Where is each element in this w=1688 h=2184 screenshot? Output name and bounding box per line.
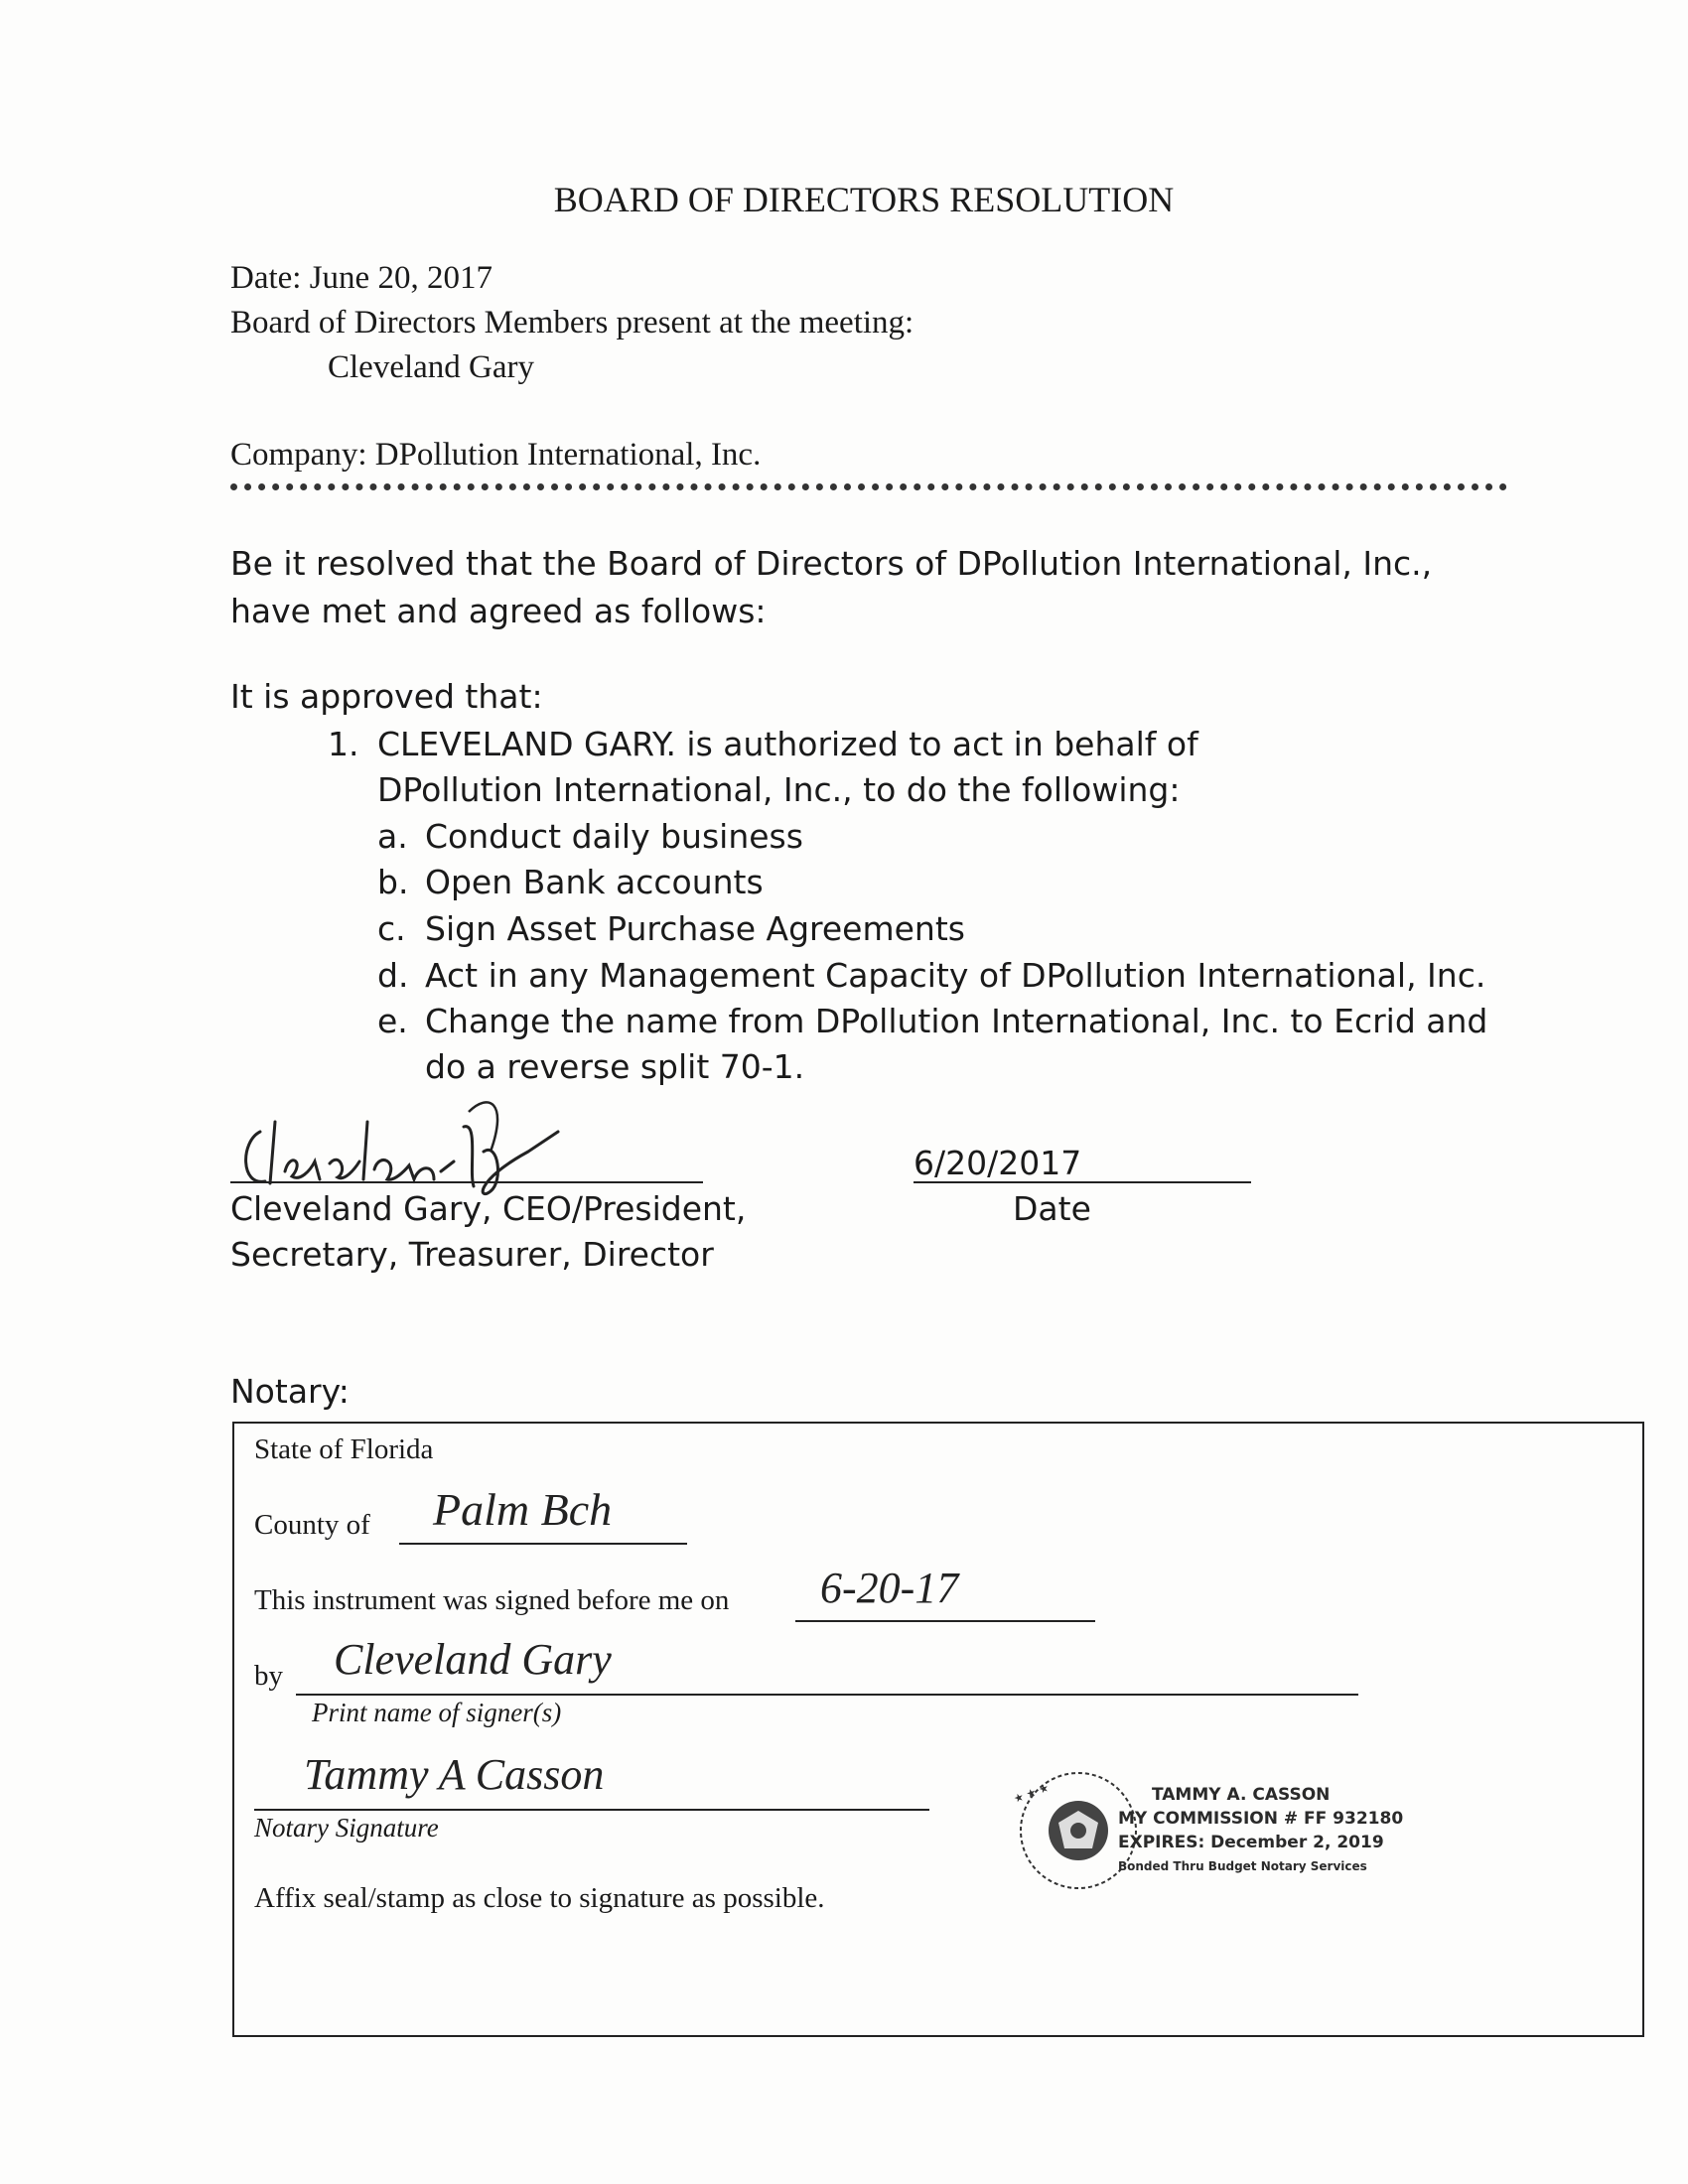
signer-name-value: Cleveland Gary [334, 1635, 612, 1684]
print-name-label: Print name of signer(s) [312, 1698, 562, 1727]
notary-signature-line [254, 1809, 929, 1811]
affix-seal-instruction: Affix seal/stamp as close to signature as possible. [254, 1882, 825, 1914]
county-line [399, 1543, 687, 1545]
county-label: County of [254, 1509, 370, 1541]
approved-label: It is approved that: [230, 677, 543, 716]
sub-item-letter: e. [377, 1002, 408, 1040]
signature-line [230, 1181, 703, 1183]
stamp-name: TAMMY A. CASSON [1152, 1785, 1331, 1805]
signature-date-label: Date [1013, 1189, 1091, 1228]
resolution-item-1 [328, 722, 1370, 813]
sub-item-letter: b. [377, 863, 409, 901]
date-line [914, 1181, 1251, 1183]
signed-before-label: This instrument was signed before me on [254, 1584, 730, 1616]
dotted-divider [230, 483, 1507, 490]
item-number: 1. [328, 725, 359, 763]
meeting-date: Date: June 20, 2017 [230, 260, 492, 296]
notary-signature-value: Tammy A Casson [304, 1750, 605, 1799]
item-text: CLEVELAND GARY. is authorized to act in behalf of DPollution International, Inc., to do the following: [377, 725, 1198, 809]
notary-signature-label: Notary Signature [254, 1813, 439, 1843]
svg-text:★ ★ ★: ★ ★ ★ [1012, 1781, 1051, 1806]
notary-stamp [1118, 1783, 1403, 1878]
signed-date-line [795, 1620, 1095, 1622]
document-title: BOARD OF DIRECTORS RESOLUTION [553, 180, 1175, 219]
sub-item-letter: c. [377, 909, 406, 948]
sub-item-e [377, 999, 1499, 1090]
sub-item-text: Change the name from DPollution International, Inc. to Ecrid and do a reverse split 70-1. [425, 1002, 1488, 1086]
sub-item-d [377, 953, 1499, 999]
sub-item-text: Open Bank accounts [425, 863, 764, 901]
sub-item-letter: a. [377, 817, 408, 856]
sub-item-b [377, 860, 1499, 905]
signer-title-line-2: Secretary, Treasurer, Director [230, 1235, 714, 1274]
handwritten-signature [230, 1092, 647, 1201]
county-value: Palm Bch [433, 1484, 613, 1535]
stamp-bonded: Bonded Thru Budget Notary Services [1118, 1859, 1367, 1873]
sub-item-text: Conduct daily business [425, 817, 803, 856]
notary-state: State of Florida [254, 1433, 434, 1465]
signer-title-line-1: Cleveland Gary, CEO/President, [230, 1189, 747, 1228]
resolution-paragraph: Be it resolved that the Board of Directors of DPollution International, Inc., have met and agreed as follows: [230, 544, 1433, 630]
members-present-label: Board of Directors Members present at the meeting: [230, 305, 914, 341]
notary-label: Notary: [230, 1372, 350, 1411]
signed-date-value: 6-20-17 [820, 1564, 959, 1612]
stamp-commission: MY COMMISSION # FF 932180 [1118, 1809, 1404, 1829]
stamp-expires: EXPIRES: December 2, 2019 [1118, 1833, 1384, 1852]
company-line: Company: DPollution International, Inc. [230, 437, 762, 473]
signer-name-line [296, 1694, 1358, 1696]
sub-item-a [377, 814, 1499, 860]
sub-item-text: Act in any Management Capacity of DPollution International, Inc. [425, 956, 1486, 995]
sub-item-text: Sign Asset Purchase Agreements [425, 909, 965, 948]
sub-item-c [377, 906, 1499, 952]
sub-item-letter: d. [377, 956, 409, 995]
member-name: Cleveland Gary [328, 349, 535, 385]
by-label: by [254, 1660, 283, 1692]
signature-date-value: 6/20/2017 [914, 1144, 1082, 1182]
notary-box [232, 1422, 1644, 2037]
